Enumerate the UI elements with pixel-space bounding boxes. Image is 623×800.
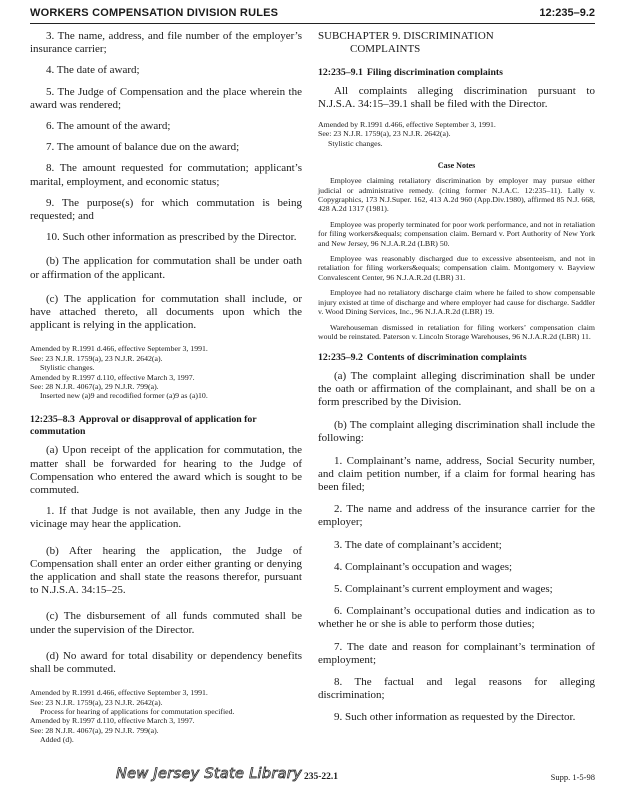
history-note — [30, 688, 302, 744]
section-heading-8-3 — [30, 414, 302, 438]
history-line: Inserted new (a)9 and recodified former (a)9 as (a)10. — [40, 391, 208, 401]
paragraph-b: (b) The complaint alleging discrimination shall include the following: — [318, 419, 595, 445]
paragraph-a: (a) The complaint alleging discrimination shall be under the oath or affirmation of the complainant, and shall be on a form prescribed by the Division. — [318, 369, 595, 408]
left-column — [30, 30, 302, 745]
paragraph-c: (c) The disbursement of all funds commuted shall be under the supervision of the Director. — [30, 610, 302, 636]
section-heading-9-1 — [318, 67, 595, 79]
history-line: See: 28 N.J.R. 4067(a), 29 N.J.R. 799(a). — [30, 725, 159, 735]
section-title: Approval or disapproval of application for commutation — [30, 413, 257, 438]
history-line: See: 23 N.J.R. 1759(a), 23 N.J.R. 2642(a). — [30, 353, 163, 363]
list-item: 8. The amount requested for commutation; applicant’s marital, employment, and economic status; — [30, 162, 302, 188]
history-note — [318, 120, 595, 148]
case-notes-title: Case Notes — [437, 161, 476, 171]
section-title: Filing discrimination complaints — [366, 67, 503, 79]
paragraph-c: (c) The application for commutation shall include, or have attached thereto, all documents upon which the applicant is relying in the application. — [30, 292, 302, 332]
list-item: 3. The date of complainant’s accident; — [334, 538, 502, 551]
section-number: 12:235–8.3 — [30, 413, 75, 425]
history-line: Stylistic changes. — [40, 363, 95, 373]
section-number: 12:235–9.2 — [318, 352, 363, 364]
history-line: Amended by R.1991 d.466, effective September 3, 1991. — [30, 344, 208, 354]
history-line: See: 23 N.J.R. 1759(a), 23 N.J.R. 2642(a). — [318, 129, 451, 139]
right-column — [318, 30, 595, 725]
section-text: All complaints alleging discrimination pursuant to N.J.S.A. 34:15–39.1 shall be filed with the Director. — [318, 84, 595, 110]
section-title: Contents of discrimination complaints — [366, 352, 527, 364]
list-item: 4. The date of award; — [46, 64, 140, 77]
section-number: 12:235–9.1 — [318, 67, 363, 79]
list-item: 3. The name, address, and file number of the employer’s insurance carrier; — [30, 30, 302, 56]
supplement-date: Supp. 1-5-98 — [550, 772, 595, 782]
history-line: Amended by R.1991 d.466, effective September 3, 1991. — [318, 120, 496, 130]
subchapter-heading — [318, 30, 595, 56]
history-line: Amended by R.1997 d.110, effective March 3, 1997. — [30, 372, 195, 382]
history-line: Process for hearing of applications for commutation specified. — [40, 706, 235, 716]
history-line: Stylistic changes. — [328, 138, 383, 148]
history-note — [30, 344, 302, 400]
list-item: 9. The purpose(s) for which commutation is being requested; and — [30, 196, 302, 223]
subchapter-line: SUBCHAPTER 9. DISCRIMINATION — [318, 30, 494, 42]
case-note: Employee was properly terminated for poor work performance, and not in retaliation for filing workers&equals; compensation claim. Bernard v. Port Authority of New York and New Jersey, 96 N.J.A.R.2d (LBR) 50. — [318, 219, 595, 248]
list-item: 6. Complainant’s occupational duties and indication as to whether he or she is able to perform those duties; — [318, 605, 595, 631]
history-line: Amended by R.1991 d.466, effective September 3, 1991. — [30, 688, 208, 698]
case-note: Employee claiming retaliatory discrimination by employer may pursue either judicial or administrative remedy. (citing former N.J.A.C. 12:235–11). Lally v. Copygraphics, 173 N.J.Super. 162, 413 A.2d 960 (App.Div.1980), affirmed 85 N.J. 668, 428 A.2d 1317 (1981). — [318, 176, 595, 214]
header-title: WORKERS COMPENSATION DIVISION RULES — [30, 7, 279, 19]
header-section-code: 12:235–9.2 — [539, 7, 595, 19]
case-note: Employee had no retaliatory discharge claim where he failed to show compensable injury existed at time of discharge and where employer had cause for discharge. Saddler v. Wood Dining Services, Inc., 96 N.J.A.R.2d (LBR) 19. — [318, 288, 595, 317]
page-number: 235-22.1 — [304, 772, 339, 782]
case-note: Warehouseman dismissed in retaliation for filing workers’ compensation claim would be reinstated. Paterson v. Lincoln Storage Warehouses, 96 N.J.A.R.2d (LBR) 11. — [318, 322, 595, 341]
page-header — [30, 4, 595, 26]
list-item: 5. Complainant’s current employment and wages; — [334, 582, 553, 595]
list-item: 6. The amount of the award; — [46, 120, 171, 133]
list-item: 10. Such other information as prescribed by the Director. — [46, 231, 297, 244]
paragraph-b: (b) After hearing the application, the Judge of Compensation shall enter an order either granting or denying the application and shall state the reasons therefor, pursuant to N.J.S.A. 34:15–25. — [30, 544, 302, 597]
history-line: Added (d). — [40, 735, 74, 745]
list-item: 7. The date and reason for complainant’s termination of employment; — [318, 640, 595, 666]
list-item: 7. The amount of balance due on the award; — [46, 141, 240, 154]
library-stamp: New Jersey State Library — [116, 766, 302, 782]
header-rule — [30, 23, 595, 24]
case-note: Employee was reasonably discharged due to excessive absenteeism, and not in retaliation for filing workers&equals; compensation claim. Montgomery v. Bayview Convalescent Center, 96 N.J.A.R.2d (LBR) 31. — [318, 254, 595, 282]
list-item: 2. The name and address of the insurance carrier for the employer; — [318, 503, 595, 529]
section-heading-9-2 — [318, 352, 595, 364]
list-item: 1. If that Judge is not available, then any Judge in the vicinage may hear the application. — [30, 505, 302, 531]
paragraph-a: (a) Upon receipt of the application for commutation, the matter shall be forwarded for hearing to the Judge of Compensation who entered the award which is sought to be commuted. — [30, 444, 302, 496]
list-item: 4. Complainant’s occupation and wages; — [334, 560, 513, 573]
list-item: 9. Such other information as requested by the Director. — [334, 711, 576, 724]
paragraph-b: (b) The application for commutation shall be under oath or affirmation of the applicant. — [30, 255, 302, 281]
list-item: 5. The Judge of Compensation and the place wherein the award was rendered; — [30, 85, 302, 111]
paragraph-d: (d) No award for total disability or dependency benefits shall be commuted. — [30, 649, 302, 675]
history-line: See: 28 N.J.R. 4067(a), 29 N.J.R. 799(a). — [30, 382, 159, 392]
list-item: 1. Complainant’s name, address, Social Security number, and claim petition number, if a claim for formal hearing has been filed; — [318, 454, 595, 493]
subchapter-line: COMPLAINTS — [350, 43, 421, 56]
history-line: See: 23 N.J.R. 1759(a), 23 N.J.R. 2642(a). — [30, 697, 163, 707]
list-item: 8. The factual and legal reasons for alleging discrimination; — [318, 675, 595, 702]
history-line: Amended by R.1997 d.110, effective March 3, 1997. — [30, 716, 195, 726]
page-footer — [30, 766, 595, 794]
